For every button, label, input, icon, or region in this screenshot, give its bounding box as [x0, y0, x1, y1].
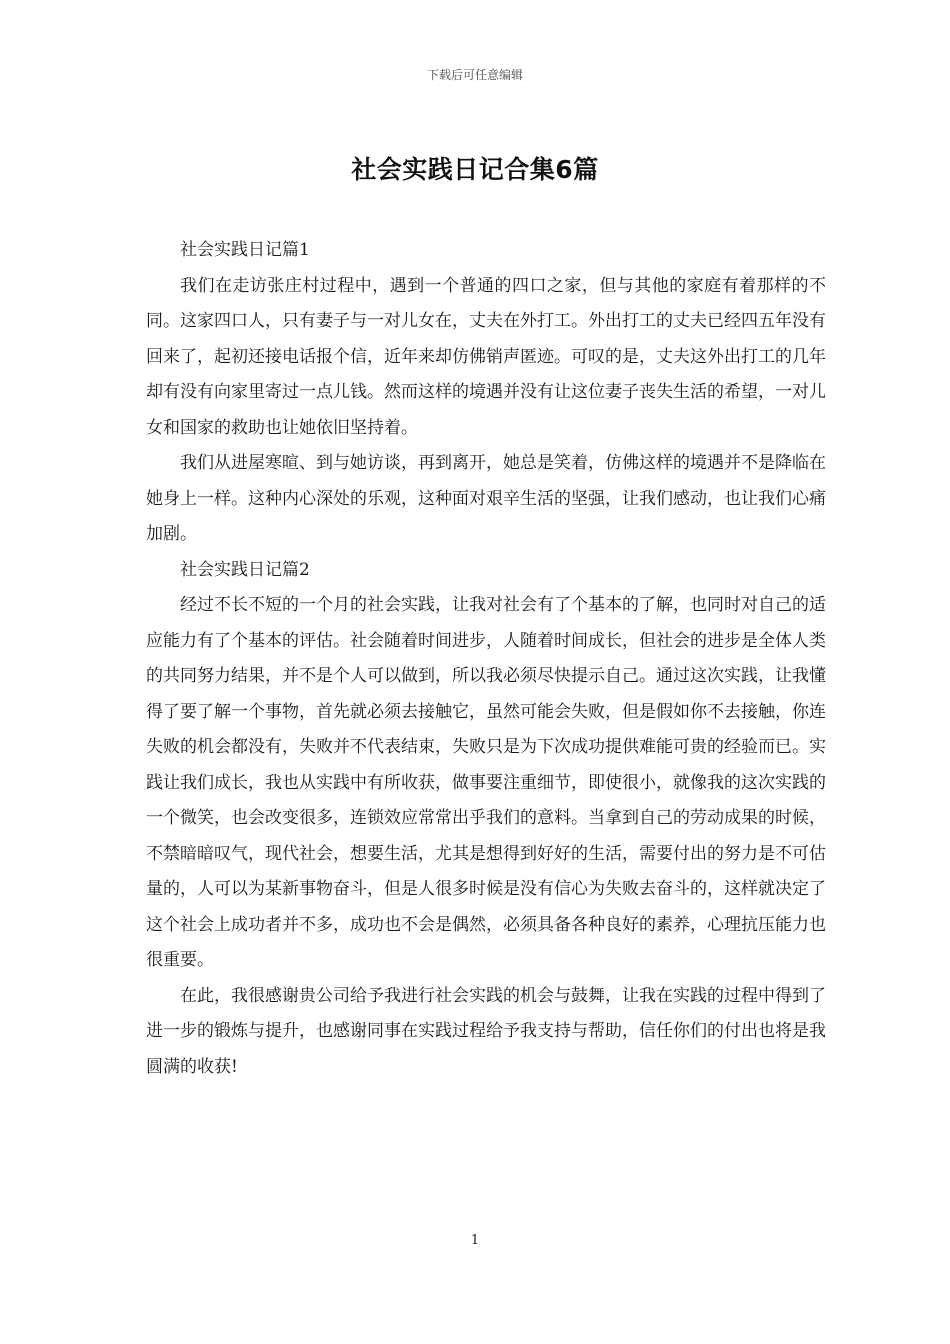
document-body	[146, 233, 826, 1085]
header-note: 下载后可任意编辑	[426, 68, 523, 82]
paragraph: 经过不长不短的一个月的社会实践，让我对社会有了个基本的了解，也同时对自己的适应能力有了个基本的评估。社会随着时间进步，人随着时间成长，但社会的进步是全体人类的共同努力结果，并不是个人可以做到，所以我必须尽快提示自己。通过这次实践，让我懂得了要了解一个事物，首先就必须去接触它，虽然可能会失败，但是假如你不去接触，你连失败的机会都没有，失败并不代表结束，失败只是为下次成功提供难能可贵的经验而已。实践让我们成长，我也从实践中有所收获，做事要注重细节，即使很小，就像我的这次实践的一个微笑，也会改变很多，连锁效应常常出乎我们的意料。当拿到自己的劳动成果的时候，不禁暗暗叹气，现代社会，想要生活，尤其是想得到好好的生活，需要付出的努力是不可估量的，人可以为某新事物奋斗，但是人很多时候是没有信心为失败去奋斗的，这样就决定了这个社会上成功者并不多，成功也不会是偶然，必须具备各种良好的素养，心理抗压能力也很重要。	[146, 595, 826, 970]
section-heading-2: 社会实践日记篇2	[180, 559, 310, 580]
document-title: 社会实践日记合集6篇	[351, 155, 599, 184]
page-number: 1	[470, 1233, 480, 1248]
paragraph: 我们在走访张庄村过程中，遇到一个普通的四口之家，但与其他的家庭有着那样的不同。这家四口人，只有妻子与一对儿女在，丈夫在外打工。外出打工的丈夫已经四五年没有回来了，起初还接电话报个信，近年来却仿佛销声匿迹。可叹的是，丈夫这外出打工的几年却有没有向家里寄过一点儿钱。然而这样的境遇并没有让这位妻子丧失生活的希望，一对儿女和国家的救助也让她依旧坚持着。	[146, 275, 826, 438]
section-heading-1: 社会实践日记篇1	[180, 240, 310, 260]
paragraph: 我们从进屋寒暄、到与她访谈，再到离开，她总是笑着，仿佛这样的境遇并不是降临在她身上一样。这种内心深处的乐观，这种面对艰辛生活的坚强，让我们感动，也让我们心痛加剧。	[146, 453, 826, 544]
paragraph: 在此，我很感谢贵公司给予我进行社会实践的机会与鼓舞，让我在实践的过程中得到了进一步的锻炼与提升，也感谢同事在实践过程给予我支持与帮助，信任你们的付出也将是我圆满的收获!	[146, 985, 826, 1077]
